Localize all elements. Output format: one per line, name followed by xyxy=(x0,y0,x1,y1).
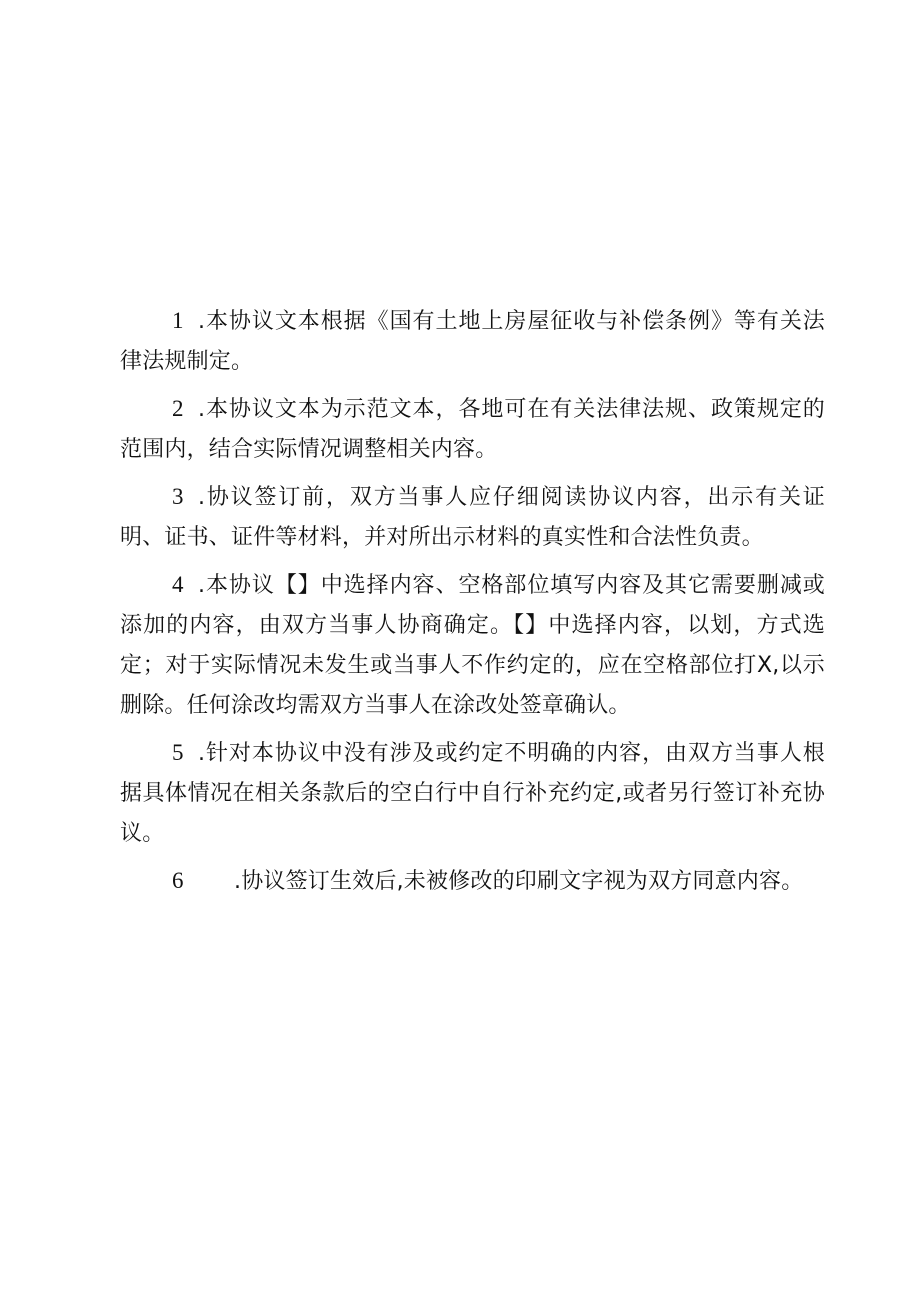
note-item xyxy=(120,389,825,470)
note-number: 5 xyxy=(172,740,184,765)
note-number: 3 xyxy=(172,484,184,509)
note-number: 6 xyxy=(172,868,184,893)
note-text: .本协议文本为示范文本，各地可在有关法律法规、政策规定的范围内，结合实际情况调整相关内容。 xyxy=(120,397,825,462)
note-item xyxy=(120,565,825,726)
note-text: .协议签订前，双方当事人应仔细阅读协议内容，出示有关证明、证书、证件等材料，并对所出示材料的真实性和合法性负责。 xyxy=(120,485,825,550)
note-text: .协议签订生效后,未被修改的印刷文字视为双方同意内容。 xyxy=(234,869,804,894)
notes-list xyxy=(120,301,825,909)
note-text: .本协议【】中选择内容、空格部位填写内容及其它需要删减或添加的内容，由双方当事人协商确定。【】中选择内容，以划，方式选定；对于实际情况未发生或当事人不作约定的，应在空格部位打X,以示删除。任何涂改均需双方当事人在涂改处签章确认。 xyxy=(120,573,825,718)
note-item xyxy=(120,301,825,382)
note-number: 1 xyxy=(172,308,184,333)
note-item xyxy=(120,861,825,902)
note-item xyxy=(120,733,825,854)
note-text: .针对本协议中没有涉及或约定不明确的内容，由双方当事人根据具体情况在相关条款后的空白行中自行补充约定,或者另行签订补充协议。 xyxy=(120,741,825,846)
note-text: .本协议文本根据《国有土地上房屋征收与补偿条例》等有关法律法规制定。 xyxy=(120,309,825,374)
note-number: 2 xyxy=(172,396,184,421)
note-item xyxy=(120,477,825,558)
note-number: 4 xyxy=(172,572,184,597)
